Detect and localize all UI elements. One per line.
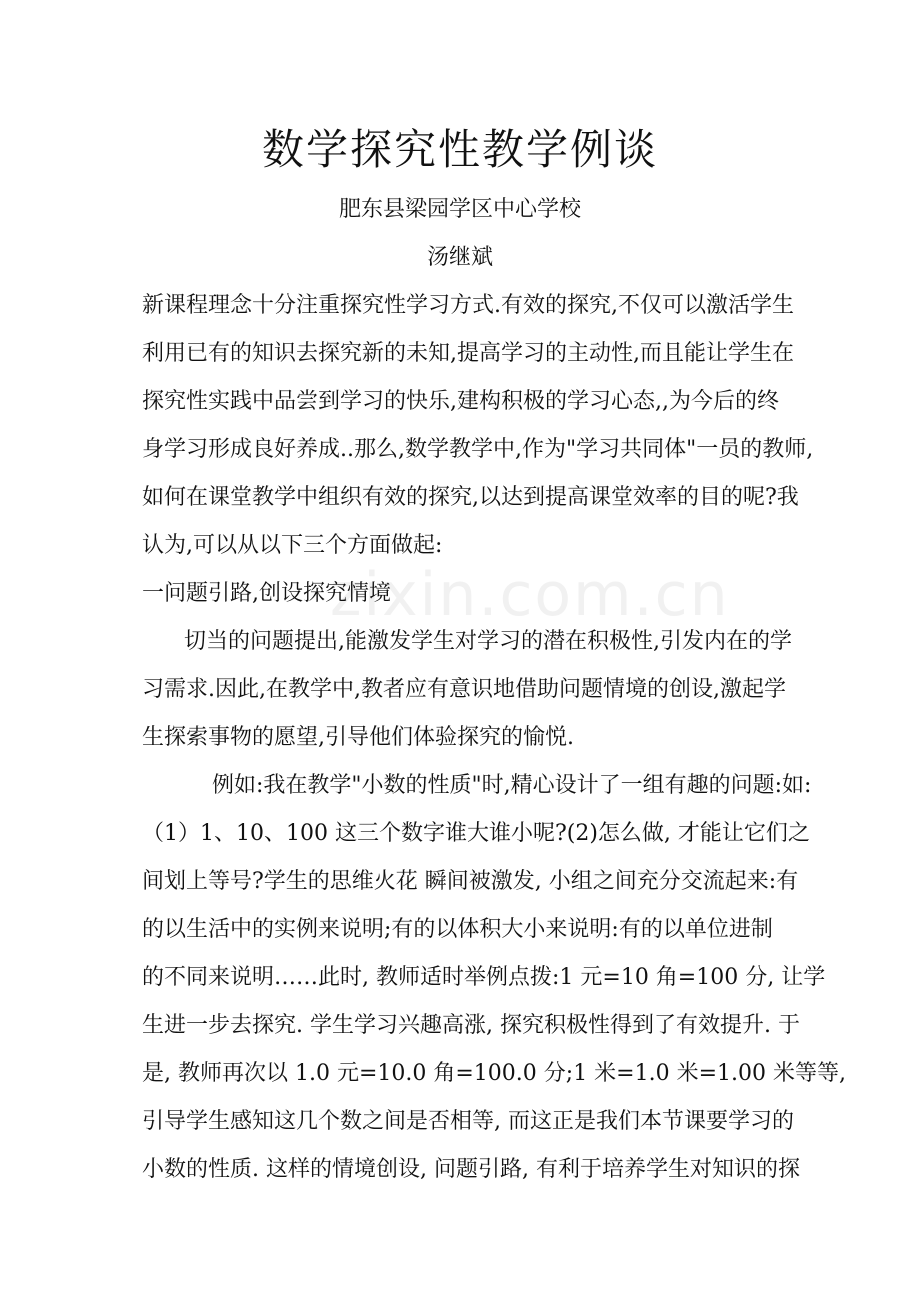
body-line: 引导学生感知这几个数之间是否相等, 而这正是我们本节课要学习的: [142, 1109, 794, 1134]
body-line: 的不同来说明……此时, 教师适时举例点拨:1 元=10 角=100 分, 让学: [142, 965, 826, 990]
body-line: 利用已有的知识去探究新的未知,提高学习的主动性,而且能让学生在: [142, 341, 794, 366]
body-line: 认为,可以从以下三个方面做起:: [142, 533, 443, 558]
body-line: （1）1、10、100 这三个数字谁大谁小呢?(2)怎么做, 才能让它们之: [142, 821, 810, 846]
body-line: 间划上等号?学生的思维火花 瞬间被激发, 小组之间充分交流起来:有: [142, 869, 799, 894]
document-title: 数学探究性教学例谈: [261, 125, 658, 174]
body-line: 新课程理念十分注重探究性学习方式.有效的探究,不仅可以激活学生: [142, 293, 794, 318]
body-line: 习需求.因此,在教学中,教者应有意识地借助问题情境的创设,激起学: [142, 677, 786, 702]
body-line: 探究性实践中品尝到学习的快乐,建构积极的学习心态,,为今后的终: [142, 389, 779, 414]
body-line: 的以生活中的实例来说明;有的以体积大小来说明:有的以单位进制: [142, 917, 773, 942]
author-name: 汤继斌: [426, 245, 493, 270]
section-heading: 一问题引路,创设探究情境: [142, 581, 391, 606]
body-line: 身学习形成良好养成..那么,数学教学中,作为"学习共同体"一员的教师,: [142, 437, 814, 462]
body-line: 切当的问题提出,能激发学生对学习的潜在积极性,引发内在的学: [184, 629, 792, 654]
school-name: 肥东县梁园学区中心学校: [338, 197, 581, 222]
body-line: 如何在课堂教学中组织有效的探究,以达到提高课堂效率的目的呢?我: [142, 485, 799, 510]
body-line: 例如:我在教学"小数的性质"时,精心设计了一组有趣的问题:如:: [212, 773, 812, 798]
body-line: 小数的性质. 这样的情境创设, 问题引路, 有利于培养学生对知识的探: [142, 1157, 800, 1182]
body-line: 生探索事物的愿望,引导他们体验探究的愉悦.: [142, 725, 574, 750]
body-line: 是, 教师再次以 1.0 元=10.0 角=100.0 分;1 米=1.0 米=1.00 米等等,: [142, 1061, 847, 1086]
watermark: zixin.com.cn: [330, 560, 730, 630]
body-line: 生进一步去探究. 学生学习兴趣高涨, 探究积极性得到了有效提升. 于: [142, 1013, 800, 1038]
